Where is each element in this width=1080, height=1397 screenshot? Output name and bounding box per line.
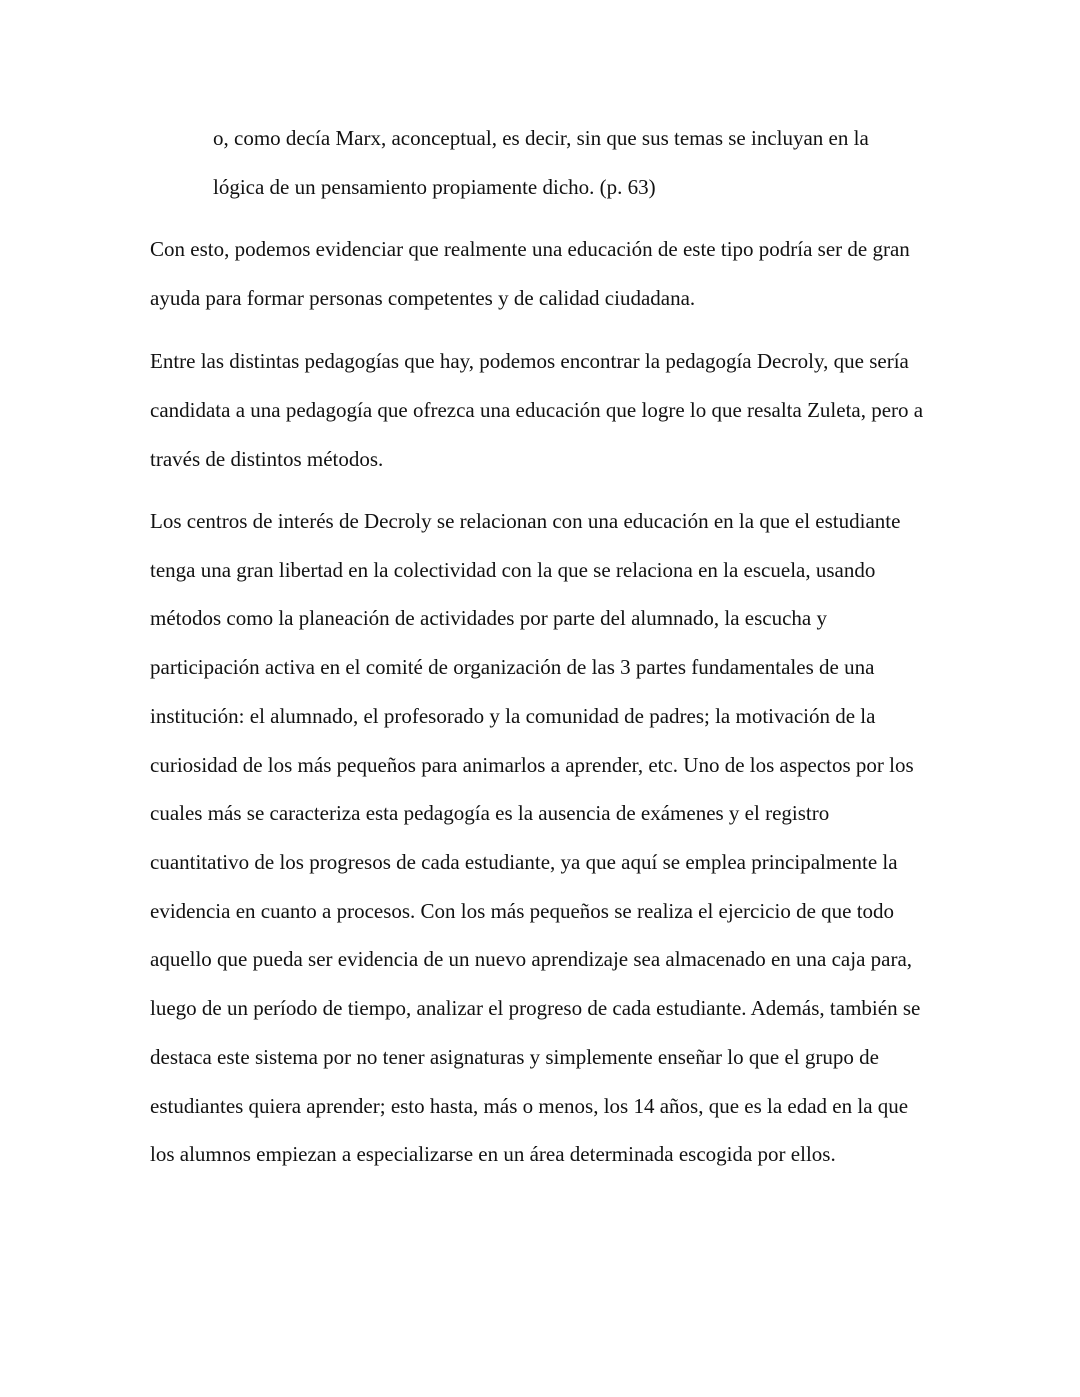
paragraph-line: curiosidad de los más pequeños para animarlos a aprender, etc. Uno de los aspectos por los [150, 753, 914, 777]
paragraph-line: participación activa en el comité de organización de las 3 partes fundamentales de una [150, 655, 875, 679]
paragraph-line: estudiantes quiera aprender; esto hasta, más o menos, los 14 años, que es la edad en la que [150, 1094, 909, 1118]
quote-line: o, como decía Marx, aconceptual, es decir, sin que sus temas se incluyan en la [213, 126, 869, 150]
paragraph-line: destaca este sistema por no tener asignaturas y simplemente enseñar lo que el grupo de [150, 1045, 879, 1069]
paragraph-line: aquello que pueda ser evidencia de un nuevo aprendizaje sea almacenado en una caja para, [150, 947, 913, 971]
paragraph-line: los alumnos empiezan a especializarse en un área determinada escogida por ellos. [150, 1142, 836, 1166]
paragraph-line: candidata a una pedagogía que ofrezca una educación que logre lo que resalta Zuleta, pero a [150, 398, 924, 422]
paragraph-line: Los centros de interés de Decroly se relacionan con una educación en la que el estudiante [150, 509, 901, 533]
paragraph-line: evidencia en cuanto a procesos. Con los más pequeños se realiza el ejercicio de que todo [150, 899, 895, 923]
paragraph-line: métodos como la planeación de actividades por parte del alumnado, la escucha y [150, 606, 827, 630]
paragraph-line: cuantitativo de los progresos de cada estudiante, ya que aquí se emplea principalmente la [150, 850, 898, 874]
paragraph-line: tenga una gran libertad en la colectividad con la que se relaciona en la escuela, usando [150, 558, 876, 582]
paragraph-line: través de distintos métodos. [150, 447, 384, 471]
paragraph-line: institución: el alumnado, el profesorado y la comunidad de padres; la motivación de la [150, 704, 876, 728]
paragraph-line: luego de un período de tiempo, analizar el progreso de cada estudiante. Además, también se [150, 996, 921, 1020]
quote-line: lógica de un pensamiento propiamente dicho. (p. 63) [213, 175, 656, 199]
paragraph-line: ayuda para formar personas competentes y de calidad ciudadana. [150, 286, 696, 310]
paragraph-line: Entre las distintas pedagogías que hay, podemos encontrar la pedagogía Decroly, que sería [150, 349, 909, 373]
paragraph-line: cuales más se caracteriza esta pedagogía es la ausencia de exámenes y el registro [150, 801, 830, 825]
paragraph-line: Con esto, podemos evidenciar que realmente una educación de este tipo podría ser de gran [150, 237, 910, 261]
